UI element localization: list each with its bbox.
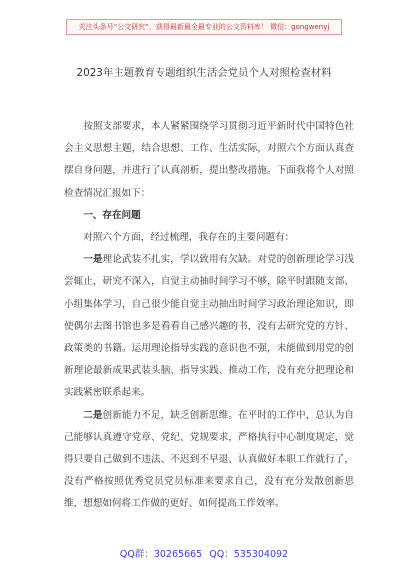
problem-item-1: [64, 249, 354, 404]
section-intro: 对照六个方面，经过梳理，我存在的主要问题有：: [83, 232, 295, 244]
item-lead: 二是: [83, 409, 103, 421]
item-text: 理论武装不扎实，学以致用有欠缺。对党的创新理论学习浅尝辄止，研究不深入，自觉主动抽时间学习不够，除平时跟随支部、小组集体学习，自己很少能自觉主动抽出时间学习政治理论知识，即使偶尔去图书馆也多是看看自己感兴趣的书，没有去研究党的方针、政策类的书籍。运用理论指导实践的意识也不强，未能做到用党的创新理论最新成果武装头脑、指导实践、推动工作，没有充分把理论和实践紧密联系起来。: [64, 254, 355, 399]
contact-footer: [0, 546, 408, 560]
item-text: 创新能力不足，缺乏创新思维。在平时的工作中，总认为自己能够认真遵守党章、党纪、党规要求，严格执行中心制度规定，觉得只要自己做到不违法、不迟到不早退、认真做好本职工作就行了，没有严格按照优秀党员党员标准来要求自己，没有充分发散创新思维，想想如何将工作做的更好、如何提高工作效率。: [64, 409, 355, 510]
problem-item-2: [64, 405, 354, 516]
document-body: [64, 116, 354, 516]
intro-paragraph: 按照支部要求，本人紧紧围绕学习贯彻习近平新时代中国特色社会主义思想主题，结合思想、工作、生活实际，对照六个方面认真查摆自身问题，并进行了认真剖析，提出整改措施。下面我将个人对照检查情况汇报如下：: [64, 121, 354, 199]
qq-group: QQ群：30265665: [119, 549, 203, 560]
section-heading: 一、存在问题: [83, 209, 141, 221]
promo-banner: 关注头条号“公文研究”，获得最新最全最专业的公文资料库！ 微信：gongwenyj: [66, 19, 342, 35]
qq-number: QQ：535304092: [209, 549, 289, 560]
document-title: 2023年主题教育专题组织生活会党员个人对照检查材料: [76, 67, 332, 79]
item-lead: 一是: [83, 254, 103, 266]
